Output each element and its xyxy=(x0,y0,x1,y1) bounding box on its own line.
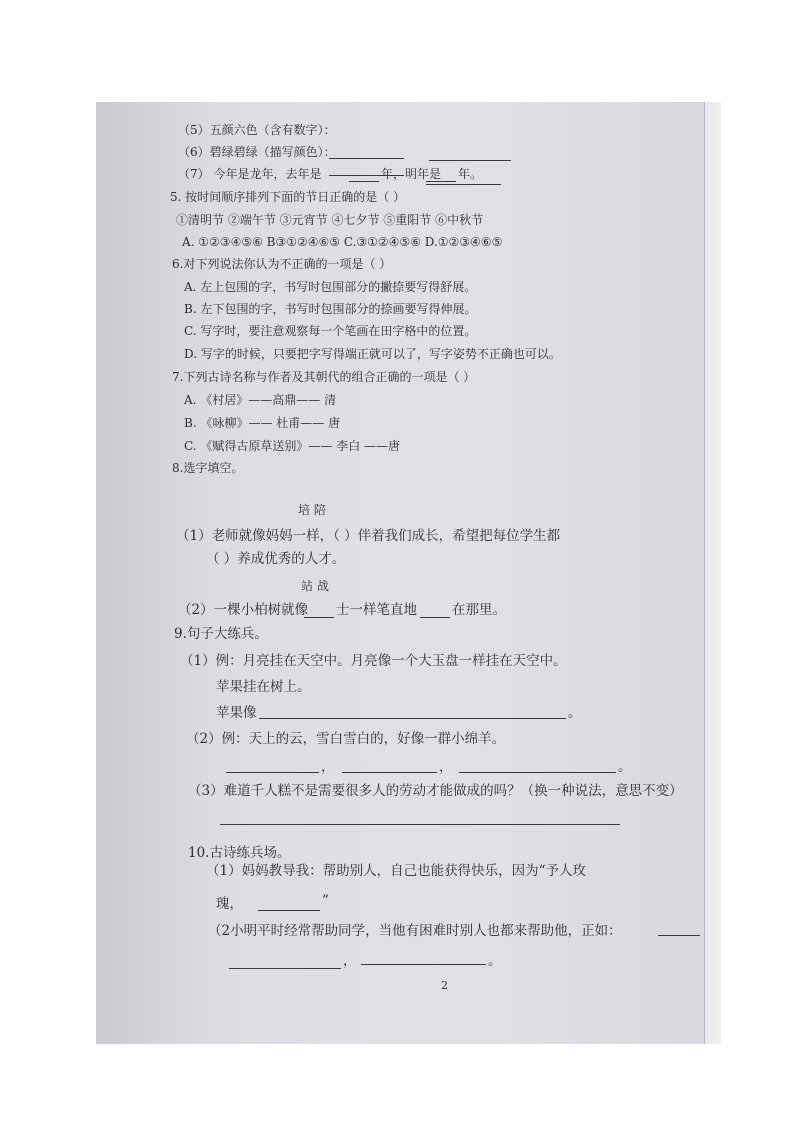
q10-2-stem: （2小明平时经常帮助同学，当他有困难时别人也都来帮助他，正如： xyxy=(208,923,622,939)
blank xyxy=(259,718,566,719)
q8-stem: 8.选字填空。 xyxy=(172,461,244,475)
q7-stem: 7.下列古诗名称与作者及其朝代的组合正确的一项是（ ） xyxy=(172,370,476,384)
q10-stem: 10.古诗练兵场。 xyxy=(188,845,291,861)
photo-background xyxy=(96,102,721,1044)
q9-2-end: 。 xyxy=(618,759,632,775)
q4-6: （6）碧绿碧绿（描写颜色）： xyxy=(178,145,336,159)
q4-7b: 年，明年是 xyxy=(381,167,442,181)
q7-option-a: A. 《村居》——高鼎—— 清 xyxy=(184,393,337,407)
q9-3-stem: （3）难道千人糕不是需要很多人的劳动才能做成的吗？（换一种说法，意思不变） xyxy=(188,783,683,799)
q8-word-choices-2: 站 战 xyxy=(301,579,329,593)
q10-2-end: 。 xyxy=(488,953,502,969)
blank xyxy=(361,964,486,965)
blank xyxy=(426,181,456,182)
q9-2-example: （2）例：天上的云，雪白雪白的，好像一群小绵羊。 xyxy=(186,731,506,747)
q9-2-comma-2: ， xyxy=(439,759,453,775)
q4-7c: 年。 xyxy=(458,167,483,181)
q9-1-sentence: 苹果挂在树上。 xyxy=(216,679,311,695)
q8-sentence-1a: （1）老师就像妈妈一样，（ ）伴着我们成长，希望把每位学生都 xyxy=(176,528,561,544)
blank xyxy=(658,935,700,936)
answer-line xyxy=(220,824,620,825)
q9-1-prompt: 苹果像 xyxy=(216,705,257,721)
q9-1-end: 。 xyxy=(568,705,582,721)
blank xyxy=(342,772,437,773)
q8-word-choices-1: 培 陪 xyxy=(298,503,326,517)
blank xyxy=(329,158,404,159)
q6-option-a: A. 左上包围的字，书写时包围部分的撇捺要写得舒展。 xyxy=(184,280,477,294)
q5-stem: 5. 按时间顺序排列下面的节日正确的是（ ） xyxy=(170,190,406,204)
blank xyxy=(226,772,319,773)
page-number: 2 xyxy=(441,979,448,992)
q6-option-b: B. 左下包围的字，书写时包围部分的捺画要写得伸展。 xyxy=(184,302,477,316)
blank xyxy=(304,617,334,618)
q6-option-c: C. 写字时，要注意观察每一个笔画在田字格中的位置。 xyxy=(184,324,477,338)
q9-2-comma-1: ， xyxy=(321,759,335,775)
q9-1-example: （1）例：月亮挂在天空中。月亮像一个大玉盘一样挂在天空中。 xyxy=(180,653,567,669)
blank xyxy=(229,968,341,969)
q10-1-quote-end: ” xyxy=(322,893,329,909)
q7-option-b: B. 《咏柳》—— 杜甫—— 唐 xyxy=(184,416,341,430)
q8-sentence-2b: 士一样笔直地 xyxy=(336,602,417,618)
worksheet-page xyxy=(96,102,706,1044)
q5-items: ①清明节 ②端午节 ③元宵节 ④七夕节 ⑤重阳节 ⑥中秋节 xyxy=(176,213,484,227)
paper-edge xyxy=(704,102,721,1044)
q10-1-rose: 瑰， xyxy=(216,896,243,912)
q8-sentence-2c: 在那里。 xyxy=(452,602,506,618)
q6-option-d: D. 写字的时候，只要把字写得端正就可以了，写字姿势不正确也可以。 xyxy=(184,347,561,361)
q5-options: A. ①②③④⑤⑥ B③①②④⑥⑤ C.③①②④⑤⑥ D.①②③④⑥⑤ xyxy=(182,235,503,249)
blank xyxy=(349,181,379,182)
q4-5: （5）五颜六色（含有数字）： xyxy=(178,123,336,137)
q9-stem: 9.句子大练兵。 xyxy=(174,626,268,642)
blank xyxy=(420,617,450,618)
q10-2-comma: ， xyxy=(343,953,357,969)
blank xyxy=(459,772,616,773)
blank xyxy=(429,160,511,161)
blank xyxy=(258,910,320,911)
q4-7a: （7） 今年是龙年，去年是 xyxy=(178,167,322,181)
q10-1-stem: （1）妈妈教导我：帮助别人，自己也能获得快乐，因为“予人玫 xyxy=(206,863,586,879)
q7-option-c: C. 《赋得古原草送别》—— 李白 ——唐 xyxy=(184,439,401,453)
q8-sentence-1b: （ ）养成优秀的人才。 xyxy=(206,551,346,567)
q6-stem: 6.对下列说法你认为不正确的一项是（ ） xyxy=(172,257,392,271)
q8-sentence-2a: （2）一棵小柏树就像 xyxy=(178,602,309,618)
blank xyxy=(426,184,501,185)
